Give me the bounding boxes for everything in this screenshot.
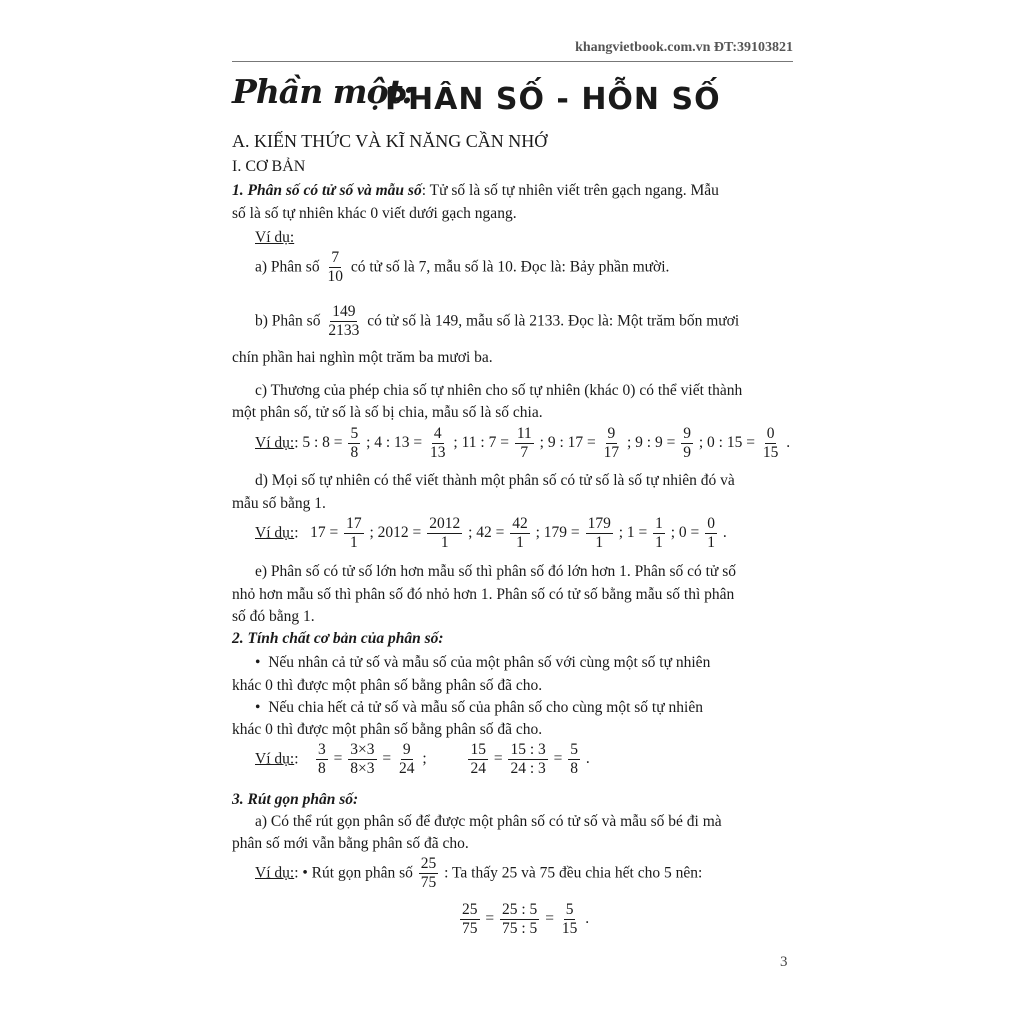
s1-e-line2: nhỏ hơn mẫu số thì phân số đó nhỏ hơn 1. Phân số có tử số bằng mẫu số thì phân	[232, 586, 735, 603]
fraction	[348, 426, 360, 462]
math-text: ; 0 =	[666, 524, 704, 542]
fraction	[316, 742, 328, 778]
math-text: 17 =	[310, 524, 343, 542]
s1-c-line2: một phân số, tử số là số bị chia, mẫu số là số chia.	[232, 404, 543, 421]
bullet-icon: •	[255, 654, 261, 671]
page-number: 3	[780, 954, 788, 970]
fraction	[500, 902, 539, 938]
denominator: 1	[516, 534, 524, 552]
denominator: 8	[318, 760, 326, 778]
math-text: ; 4 : 13 =	[362, 434, 427, 452]
denominator: 1	[440, 534, 449, 552]
math-text: ; 9 : 9 =	[623, 434, 680, 452]
bullet-icon: •	[255, 699, 261, 716]
fraction	[468, 742, 488, 778]
fraction	[653, 516, 665, 552]
fraction	[681, 426, 693, 462]
s2-b1-line2: khác 0 thì được một phân số bằng phân số đã cho.	[232, 677, 543, 694]
denominator: 8×3	[350, 760, 375, 778]
math-text: .	[782, 434, 791, 452]
numerator: 3×3	[348, 742, 376, 760]
header-phone: ĐT:39103821	[713, 40, 793, 55]
s1-text1: : Tử số là số tự nhiên viết trên gạch ngang. Mẫu	[421, 182, 719, 199]
s2-heading: 2. Tính chất cơ bản của phân số:	[232, 630, 444, 647]
fraction	[705, 516, 717, 552]
s3-heading: 3. Rút gọn phân số:	[232, 791, 359, 808]
math-text: =	[481, 910, 498, 928]
s1-a-pre: a) Phân số	[255, 258, 320, 276]
s2-bullet1	[255, 654, 710, 672]
numerator: 42	[510, 516, 530, 534]
math-text: ; 9 : 17 =	[535, 434, 600, 452]
math-text: ; 1 =	[614, 524, 652, 542]
denominator: 24 : 3	[510, 760, 546, 778]
fraction	[397, 742, 417, 778]
numerator: 5	[348, 426, 360, 444]
numerator: 25	[419, 856, 439, 874]
chapter-title: PHÂN SỐ - HỖN SỐ	[385, 82, 721, 117]
s2-bullet2	[255, 699, 703, 717]
numerator: 0	[705, 516, 717, 534]
header-rule	[232, 61, 793, 62]
part-label: Phần một:	[232, 72, 414, 111]
denominator: 24	[470, 760, 486, 778]
s1-e-line3: số đó bằng 1.	[232, 608, 315, 625]
s1-heading: 1. Phân số có tử số và mẫu số	[232, 182, 422, 199]
s1-c-example: Ví dụ:: 5 : 8 = $\frac{5}{8}$ ; 4 : 13 = $\frac{4}{13}$ ; 11 : 7 = $\frac{11}{7}$ ; 9 : 17 = $\frac{9}{17}$ ; 9 : 9 = $\frac{9}{9}$ ; 0 : 15 = $\frac{0}{15}$ .	[255, 425, 791, 462]
s1-b-pre: b) Phân số	[255, 312, 321, 330]
math-text: =	[329, 750, 347, 768]
s1-line1	[232, 182, 719, 200]
math-text: ;	[418, 750, 431, 768]
denominator: 1	[655, 534, 663, 552]
fraction	[428, 426, 448, 462]
numerator: 149	[330, 304, 357, 322]
math-text: =	[489, 750, 507, 768]
denominator: 1	[350, 534, 358, 552]
denominator: 8	[350, 444, 359, 462]
s2-b1-line1: Nếu nhân cả tử số và mẫu số của một phân số với cùng một số tự nhiên	[268, 654, 711, 671]
s1-line2: số là số tự nhiên khác 0 viết dưới gạch ngang.	[232, 205, 517, 222]
s3-ex-pre: • Rút gọn phân số	[302, 864, 413, 882]
math-text: ; 0 : 15 =	[694, 434, 759, 452]
math-text: .	[582, 750, 590, 768]
denominator: 75	[462, 920, 478, 938]
s2-b2-line2: khác 0 thì được một phân số bằng phân số đã cho.	[232, 721, 543, 738]
section-i-heading: I. CƠ BẢN	[232, 158, 306, 175]
fraction	[460, 902, 480, 938]
denominator: 24	[399, 760, 415, 778]
page-header	[232, 40, 793, 56]
s1-c-line1: c) Thương của phép chia số tự nhiên cho số tự nhiên (khác 0) có thể viết thành	[255, 382, 743, 399]
numerator: 1	[653, 516, 665, 534]
numerator: 2012	[427, 516, 462, 534]
math-text: .	[581, 910, 590, 928]
denominator: 13	[430, 444, 446, 462]
numerator: 179	[586, 516, 613, 534]
numerator: 0	[765, 426, 777, 444]
s3-equation	[458, 902, 589, 938]
numerator: 9	[681, 426, 693, 444]
denominator: 7	[520, 444, 529, 462]
s3-a-line2: phân số mới vẫn bằng phân số đã cho.	[232, 835, 469, 852]
numerator: 11	[515, 426, 534, 444]
fraction	[348, 742, 376, 778]
numerator: 15	[468, 742, 488, 760]
s3-a-line1: a) Có thể rút gọn phân số để được một phân số có tử số và mẫu số bé đi mà	[255, 813, 722, 830]
section-a-heading: A. KIẾN THỨC VÀ KĨ NĂNG CẦN NHỚ	[232, 131, 548, 151]
math-text: =	[378, 750, 395, 768]
fraction	[419, 856, 439, 892]
math-text: ; 2012 =	[365, 524, 426, 542]
fraction	[586, 516, 613, 552]
fraction	[344, 516, 364, 552]
s1-a-post: có tử số là 7, mẫu số là 10. Đọc là: Bảy phần mười.	[350, 258, 670, 276]
denominator: 1	[595, 534, 604, 552]
denominator: 9	[683, 444, 691, 462]
fraction	[761, 426, 781, 462]
math-text: ; 179 =	[531, 524, 584, 542]
numerator: 4	[432, 426, 444, 444]
numerator: 25	[460, 902, 480, 920]
numerator: 7	[329, 250, 341, 268]
fraction	[427, 516, 462, 552]
s1-e-line1: e) Phân số có tử số lớn hơn mẫu số thì phân số đó lớn hơn 1. Phân số có tử số	[255, 563, 736, 580]
numerator: 5	[568, 742, 580, 760]
math-text: .	[718, 524, 727, 542]
numerator: 17	[344, 516, 364, 534]
fraction	[508, 742, 547, 778]
s1-b-post: có tử số là 149, mẫu số là 2133. Đọc là: Một trăm bốn mươi	[367, 312, 740, 330]
denominator: 75 : 5	[502, 920, 538, 938]
vidu-label: Ví dụ:	[255, 750, 295, 768]
vidu-label: Ví dụ:	[255, 434, 295, 452]
fraction	[325, 250, 345, 286]
s3-example: Ví dụ:: • Rút gọn phân số $\frac{25}{75}$ : Ta thấy 25 và 75 đều chia hết cho 5 nên:	[255, 855, 703, 892]
numerator: 25 : 5	[500, 902, 539, 920]
numerator: 9	[401, 742, 413, 760]
fraction	[602, 426, 622, 462]
s1-d-line2: mẫu số bằng 1.	[232, 495, 326, 512]
math-text: =	[549, 750, 567, 768]
numerator: 3	[316, 742, 328, 760]
vidu-label: Ví dụ:	[255, 864, 295, 882]
denominator: 17	[603, 444, 620, 462]
denominator: 15	[762, 444, 779, 462]
fraction	[510, 516, 530, 552]
s2-b2-line1: Nếu chia hết cả tử số và mẫu số của phân số cho cùng một số tự nhiên	[268, 699, 703, 716]
s3-equation-fractions	[458, 901, 590, 938]
header-site: khangvietbook.com.vn	[575, 40, 711, 55]
numerator: 5	[564, 902, 576, 920]
math-text: ; 11 : 7 =	[449, 434, 513, 452]
s2-example-2	[466, 741, 590, 778]
denominator: 2133	[328, 322, 360, 340]
s1-b-line2: chín phần hai nghìn một trăm ba mươi ba.	[232, 349, 493, 366]
denominator: 10	[327, 268, 343, 286]
s1-ex-a	[255, 250, 669, 286]
s2-example: Ví dụ:: $\frac{3}{8}$ = $\frac{3\times 3}{8\times 3}$ = $\frac{9}{24}$ ; $\frac{15}{24}$ = $\frac{15 : 3}{24 : 3}$ = $\frac{5}{8}$ .	[255, 741, 590, 778]
denominator: 15	[561, 920, 578, 938]
s3-ex-post: : Ta thấy 25 và 75 đều chia hết cho 5 nên:	[444, 864, 703, 882]
s1-d-line1: d) Mọi số tự nhiên có thể viết thành một phân số có tử số là số tự nhiên đó và	[255, 472, 735, 489]
s1-vidu: Ví dụ:	[255, 229, 295, 246]
numerator: 9	[606, 426, 618, 444]
denominator: 75	[420, 874, 437, 892]
s1-ex-b	[255, 304, 739, 340]
math-text: ; 42 =	[464, 524, 509, 542]
denominator: 1	[707, 534, 715, 552]
vidu-label: Ví dụ:	[255, 524, 295, 542]
fraction	[560, 902, 580, 938]
fraction	[568, 742, 580, 778]
math-text: =	[541, 910, 558, 928]
math-text: 5 : 8 =	[302, 434, 347, 452]
numerator: 15 : 3	[508, 742, 547, 760]
fraction	[515, 426, 534, 462]
fraction	[326, 304, 361, 340]
denominator: 8	[570, 760, 578, 778]
s1-d-example: Ví dụ:: 17 = $\frac{17}{1}$ ; 2012 = $\frac{2012}{1}$ ; 42 = $\frac{42}{1}$ ; 179 = $\frac{179}{1}$ ; 1 = $\frac{1}{1}$ ; 0 = $\frac{0}{1}$ .	[255, 515, 727, 552]
